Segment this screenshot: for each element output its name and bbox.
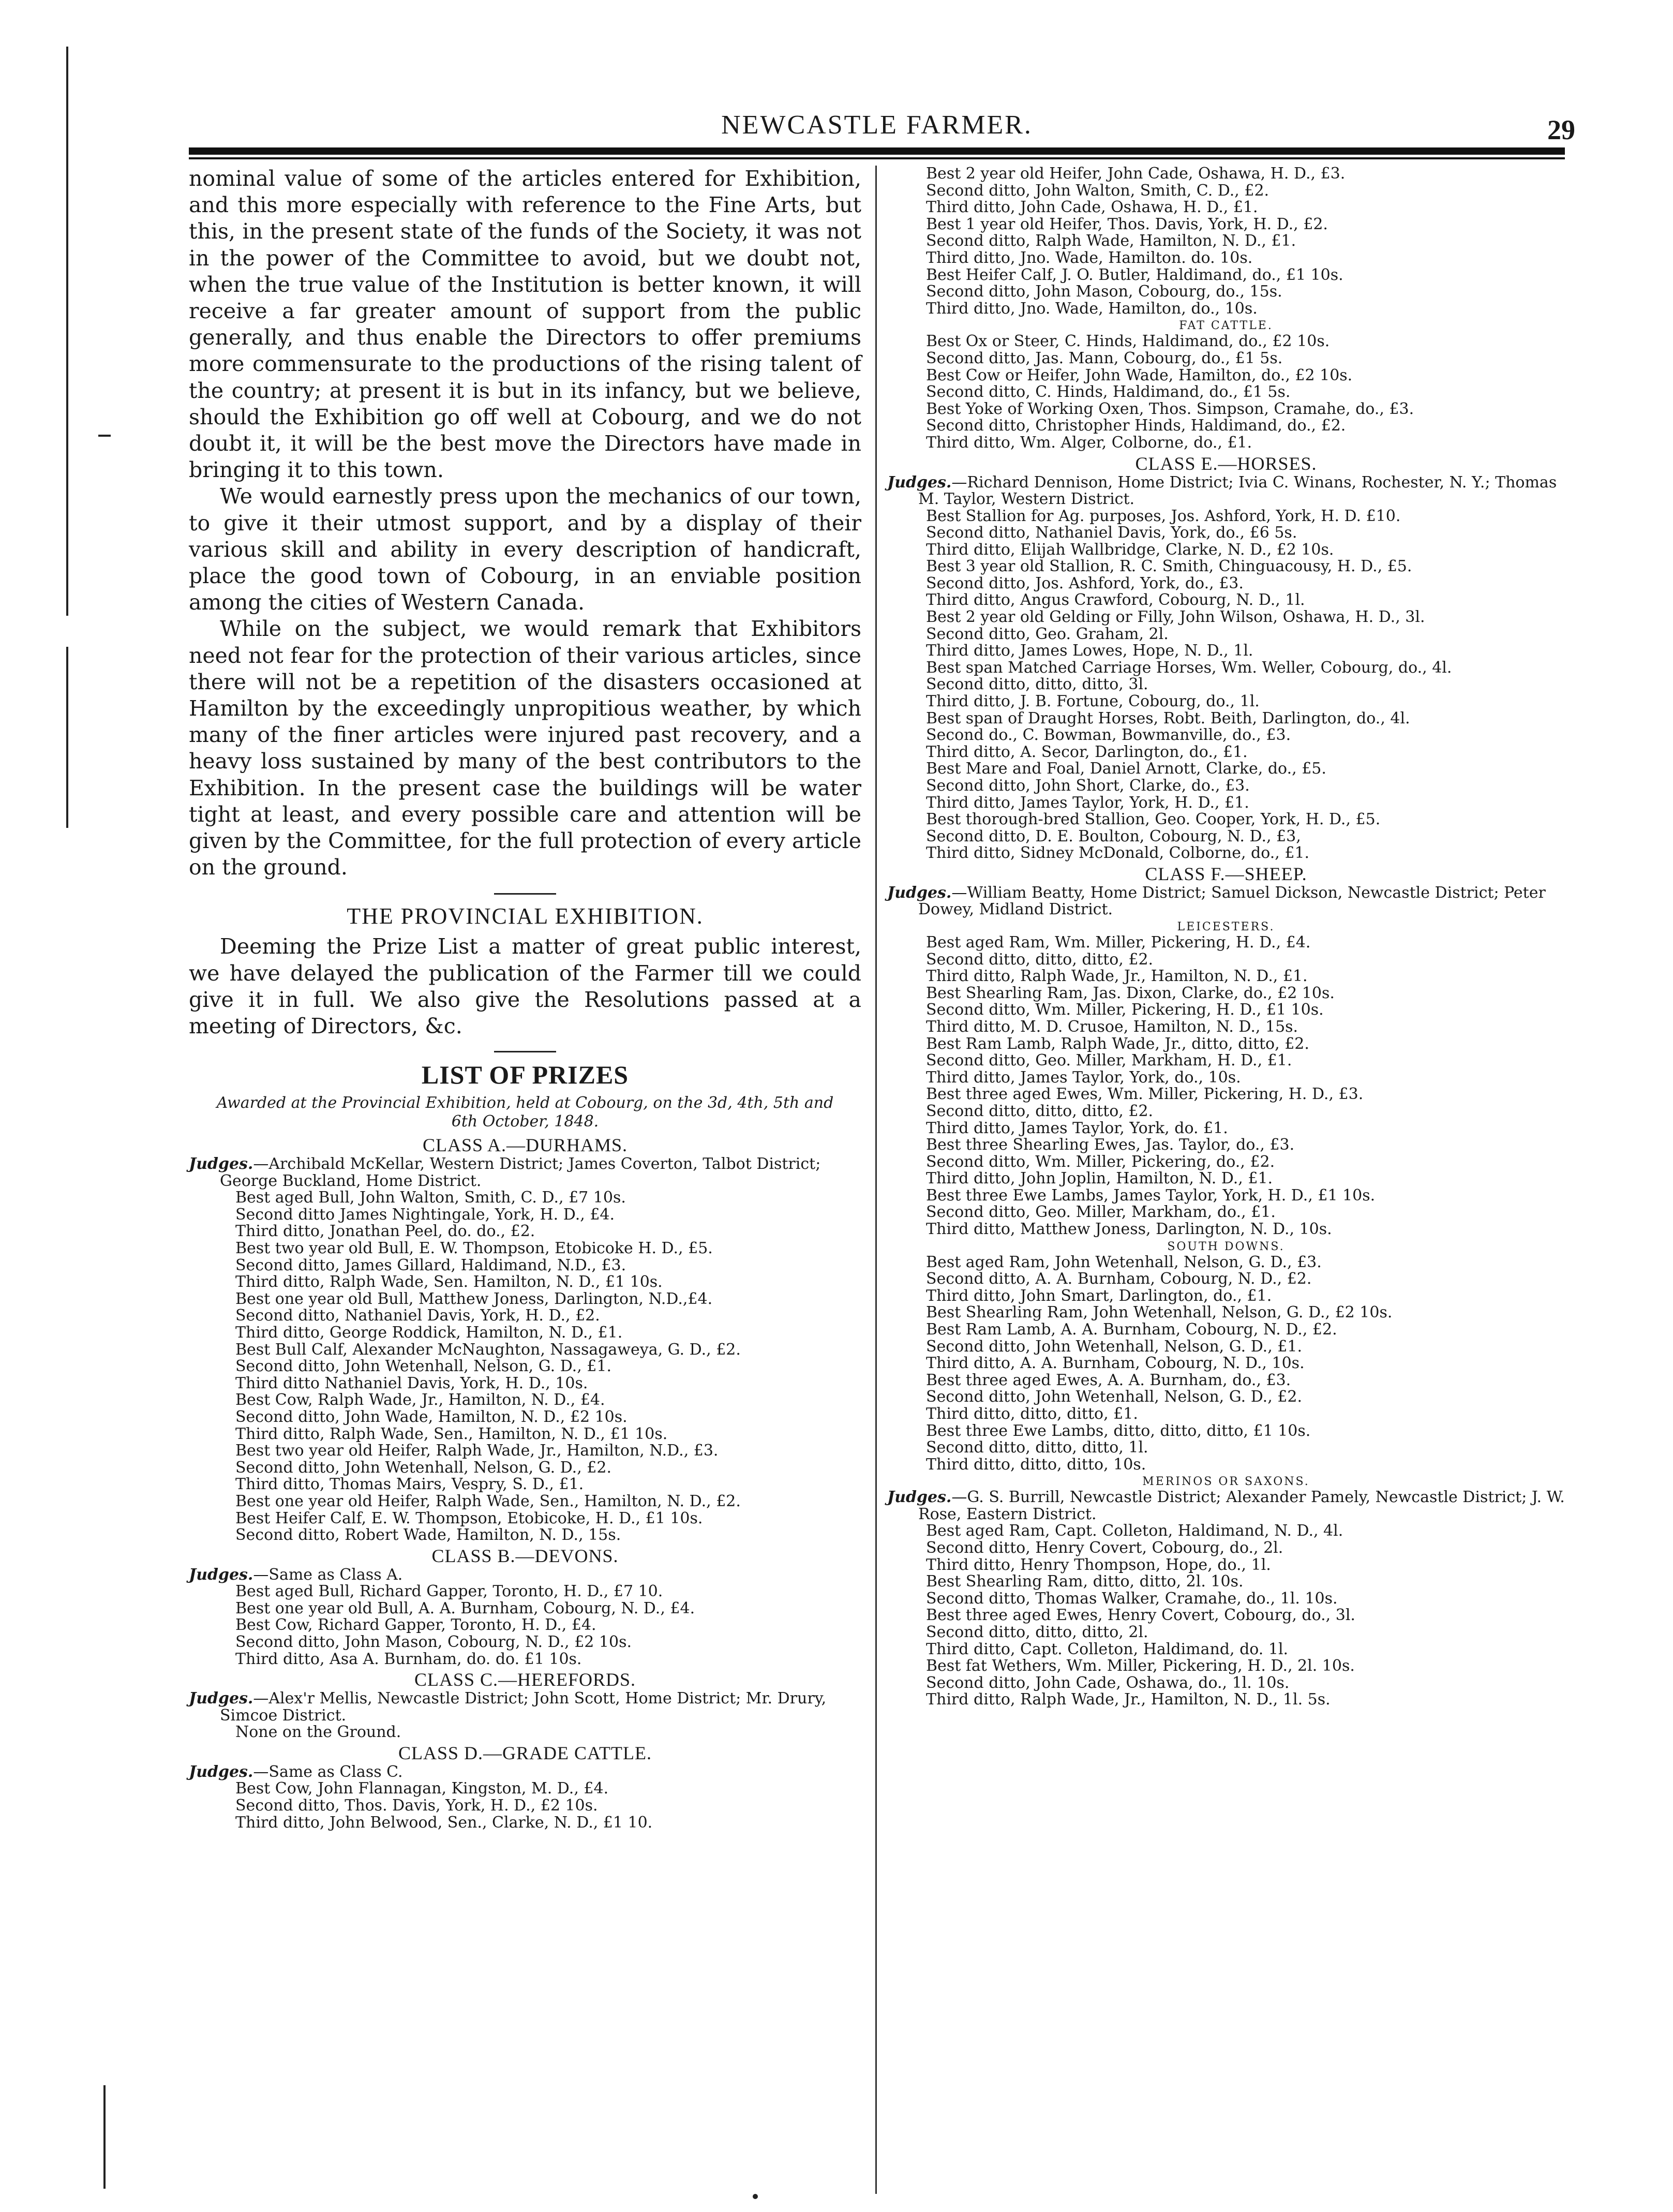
judges-names: —Alex'r Mellis, Newcastle District; John Scott, Home District; Mr. Drury, Simcoe District.: [220, 1689, 827, 1725]
prize-entry: Best two year old Heifer, Ralph Wade, Jr., Hamilton, N.D., £3.: [235, 1442, 719, 1460]
prize-entry: Third ditto, Matthew Joness, Darlington, N. D., 10s.: [926, 1220, 1332, 1239]
prize-entry: Second ditto, John Mason, Cobourg, N. D., £2 10s.: [235, 1633, 632, 1652]
scan-margin-mark: [66, 647, 68, 828]
leicesters-heading: LEICESTERS.: [1177, 920, 1275, 933]
prize-entry: Second ditto, James Gillard, Haldimand, N.D., £3.: [235, 1256, 626, 1274]
merinos-prize-list: [887, 1523, 1565, 1709]
prize-entry: Third ditto, Ralph Wade, Jr., Hamilton, N. D., £1.: [926, 967, 1308, 986]
merinos-heading: MERINOS OR SAXONS.: [1142, 1475, 1310, 1489]
prize-entry: Best one year old Bull, A. A. Burnham, Cobourg, N. D., £4.: [235, 1599, 695, 1617]
prize-entry: Best fat Wethers, Wm. Miller, Pickering, H. D., 2l. 10s.: [926, 1657, 1355, 1675]
south-downs-prize-list: [887, 1254, 1565, 1474]
prize-entry: Third ditto, James Taylor, York, H. D., £1.: [926, 793, 1249, 812]
prize-entry: Best three Ewe Lambs, James Taylor, York, H. D., £1 10s.: [926, 1186, 1376, 1205]
judges-label: Judges.: [887, 883, 952, 902]
judges-label: Judges.: [887, 1488, 952, 1507]
prize-entry: Second ditto, Wm. Miller, Pickering, do., £2.: [926, 1152, 1275, 1171]
class-a-heading: CLASS A.—DURHAMS.: [422, 1135, 628, 1156]
judges-label: Judges.: [189, 1565, 253, 1584]
judges-line: [887, 474, 1565, 508]
prize-entry: Second ditto, Robert Wade, Hamilton, N. D., 15s.: [235, 1526, 621, 1545]
article-paragraph: Deeming the Prize List a matter of great public interest, we have delayed the publication of the Farmer till we could give it in full. We also give the Resolutions passed at a meeting of Directors, &c.: [189, 934, 861, 1039]
prize-entry: Second ditto, John Walton, Smith, C. D., £2.: [926, 181, 1269, 200]
fat-cattle-heading: FAT CATTLE.: [1179, 319, 1273, 333]
left-column: [189, 166, 861, 1831]
prize-entry: Best three aged Ewes, Henry Covert, Cobourg, do., 3l.: [926, 1606, 1355, 1625]
prize-entry: Third ditto, John Smart, Darlington, do., £1.: [926, 1286, 1272, 1305]
prize-entry: Third ditto, Ralph Wade, Sen. Hamilton, N. D., £1 10s.: [235, 1273, 663, 1291]
prize-entry: Second ditto, Ralph Wade, Hamilton, N. D., £1.: [926, 232, 1296, 250]
prize-entry: Best Cow or Heifer, John Wade, Hamilton, do., £2 10s.: [926, 366, 1353, 384]
prize-list-heading: LIST OF PRIZES: [421, 1060, 629, 1090]
prize-entry: Third ditto, John Belwood, Sen., Clarke, N. D., £1 10.: [235, 1813, 653, 1832]
prize-entry: Best Shearling Ram, John Wetenhall, Nelson, G. D., £2 10s.: [926, 1303, 1393, 1322]
prize-entry: Best aged Ram, Wm. Miller, Pickering, H. D., £4.: [926, 933, 1311, 952]
awarded-note: Awarded at the Provincial Exhibition, held at Cobourg, on the 3d, 4th, 5th and 6th October, 1848.: [216, 1094, 834, 1131]
judges-line: [189, 1690, 861, 1724]
prize-entry: Best 2 year old Gelding or Filly, John Wilson, Oshawa, H. D., 3l.: [926, 608, 1425, 627]
prize-entry: Third ditto, Angus Crawford, Cobourg, N. D., 1l.: [926, 591, 1305, 610]
prize-entry: Second ditto, John Wetenhall, Nelson, G. D., £2.: [235, 1458, 612, 1477]
prize-entry: Best Ram Lamb, Ralph Wade, Jr., ditto, ditto, £2.: [926, 1034, 1309, 1053]
prize-entry: Second ditto, ditto, ditto, 1l.: [926, 1438, 1148, 1457]
prize-entry: Best Heifer Calf, E. W. Thompson, Etobicoke, H. D., £1 10s.: [235, 1509, 703, 1527]
prize-entry: Best Cow, John Flannagan, Kingston, M. D., £4.: [235, 1779, 609, 1798]
prize-entry: Second ditto, A. A. Burnham, Cobourg, N. D., £2.: [926, 1270, 1312, 1288]
south-downs-heading: SOUTH DOWNS.: [1167, 1240, 1285, 1253]
prize-entry: Second ditto, Jos. Ashford, York, do., £3.: [926, 574, 1244, 592]
header-rule-thin: [189, 157, 1565, 159]
prize-entry: Second ditto, John Short, Clarke, do., £3.: [926, 777, 1250, 795]
prize-entry: Second ditto, Thos. Davis, York, H. D., £2 10s.: [235, 1796, 598, 1815]
class-e-prize-list: [887, 508, 1565, 862]
prize-entry: Second ditto, ditto, ditto, £2.: [926, 1102, 1154, 1120]
running-head: NEWCASTLE FARMER.: [721, 110, 1033, 140]
prize-entry: Third ditto, M. D. Crusoe, Hamilton, N. D., 15s.: [926, 1017, 1298, 1036]
prize-entry: Best span of Draught Horses, Robt. Beith, Darlington, do., 4l.: [926, 709, 1410, 728]
prize-entry: Second ditto, John Wetenhall, Nelson, G. D., £1.: [926, 1337, 1303, 1356]
prize-entry: Second ditto, Henry Covert, Cobourg, do., 2l.: [926, 1538, 1283, 1557]
prize-entry: Second ditto, C. Hinds, Haldimand, do., £1 5s.: [926, 383, 1291, 402]
judges-label: Judges.: [887, 473, 952, 492]
prize-entry: Third ditto, John Cade, Oshawa, H. D., £1.: [926, 198, 1258, 217]
scan-margin-mark: [103, 2085, 106, 2189]
prize-entry: Third ditto, Sidney McDonald, Colborne, do., £1.: [926, 844, 1310, 863]
prize-entry: Second ditto, Geo. Miller, Markham, do., £1.: [926, 1203, 1276, 1222]
prize-entry: Second ditto, ditto, ditto, 3l.: [926, 675, 1148, 694]
prize-entry: Best Shearling Ram, Jas. Dixon, Clarke, do., £2 10s.: [926, 984, 1335, 1002]
prize-entry: Third ditto, George Roddick, Hamilton, N. D., £1.: [235, 1324, 623, 1342]
grade-cattle-continued-list: [887, 166, 1565, 317]
prize-entry: Best aged Ram, John Wetenhall, Nelson, G. D., £3.: [926, 1253, 1322, 1271]
scan-margin-mark: [66, 47, 68, 616]
exhibition-heading: THE PROVINCIAL EXHIBITION.: [347, 903, 704, 929]
prize-entry: Second ditto, John Cade, Oshawa, do., 1l. 10s.: [926, 1673, 1290, 1692]
prize-entry: Best 3 year old Stallion, R. C. Smith, Chinguacousy, H. D., £5.: [926, 557, 1412, 576]
judges-names: —Archibald McKellar, Western District; James Coverton, Talbot District; George Buckland, Home District.: [220, 1155, 821, 1190]
prize-entry: Best Cow, Ralph Wade, Jr., Hamilton, N. D., £4.: [235, 1391, 605, 1409]
prize-entry: Third ditto, Ralph Wade, Sen., Hamilton, N. D., £1 10s.: [235, 1424, 668, 1443]
prize-entry: Second ditto, John Mason, Cobourg, do., 15s.: [926, 283, 1282, 301]
prize-entry: Second ditto, D. E. Boulton, Cobourg, N. D., £3,: [926, 827, 1301, 845]
prize-entry: Best 2 year old Heifer, John Cade, Oshawa, H. D., £3.: [926, 165, 1346, 183]
prize-entry: Best three Ewe Lambs, ditto, ditto, ditto, £1 10s.: [926, 1421, 1311, 1440]
prize-entry: Third ditto, Henry Thompson, Hope, do., 1l.: [926, 1555, 1271, 1574]
class-c-heading: CLASS C.—HEREFORDS.: [414, 1669, 636, 1690]
judges-line: [189, 1567, 861, 1584]
prize-entry: Third ditto, Asa A. Burnham, do. do. £1 10s.: [235, 1650, 582, 1668]
judges-label: Judges.: [189, 1689, 253, 1708]
judges-names: —William Beatty, Home District; Samuel Dickson, Newcastle District; Peter Dowey, Midland District.: [918, 883, 1546, 919]
scan-margin-mark: [98, 435, 111, 437]
judges-line: [189, 1764, 861, 1781]
prize-entry: Third ditto, ditto, ditto, £1.: [926, 1405, 1138, 1423]
prize-entry: Best one year old Heifer, Ralph Wade, Sen., Hamilton, N. D., £2.: [235, 1492, 741, 1510]
prize-entry: Third ditto, ditto, ditto, 10s.: [926, 1455, 1146, 1474]
prize-entry: Second ditto, Geo. Miller, Markham, H. D., £1.: [926, 1051, 1292, 1070]
prize-entry: Best Ox or Steer, C. Hinds, Haldimand, do., £2 10s.: [926, 332, 1330, 351]
article-paragraph: nominal value of some of the articles entered for Exhibition, and this more especially with reference to the Fine Arts, but this, in the present state of the funds of the Society, it was not in the power of the Committee to avoid, but we doubt not, when the true value of the Institution is better known, it will receive a far greater amount of support from the public generally, and thus enable the Directors to offer premiums more commensurate to the productions of the rising talent of the country; at present it is but in its infancy, but we believe, should the Exhibition go off well at Cobourg, and we do not doubt it, it will be the best move the Directors have made in bringing it to this town.: [189, 166, 861, 483]
prize-entry: Third ditto, John Joplin, Hamilton, N. D., £1.: [926, 1169, 1273, 1188]
prize-entry: Third ditto, James Lowes, Hope, N. D., 1l.: [926, 642, 1253, 660]
prize-entry: Third ditto, Jno. Wade, Hamilton, do., 10s.: [926, 299, 1258, 318]
prize-entry: Best Stallion for Ag. purposes, Jos. Ashford, York, H. D. £10.: [926, 507, 1401, 525]
fat-cattle-prize-list: [887, 333, 1565, 451]
prize-entry: Second ditto, ditto, ditto, £2.: [926, 950, 1154, 969]
article-paragraph: While on the subject, we would remark that Exhibitors need not fear for the protection of their various articles, since there will not be a repetition of the disasters occasioned at Hamilton by the exceedingly unpropitious weather, by which many of the finer articles were injured past recovery, and a heavy loss sustained by many of the best contributors to the Exhibition. In the present case the buildings will be water tight at least, and every possible care and attention will be given by the Committee, for the full protection of every article on the ground.: [189, 616, 861, 880]
prize-entry: Third ditto, Jonathan Peel, do. do., £2.: [235, 1222, 535, 1241]
prize-entry: Best three aged Ewes, A. A. Burnham, do., £3.: [926, 1371, 1291, 1389]
prize-entry: Second ditto, Geo. Graham, 2l.: [926, 625, 1169, 643]
class-a-prize-list: [189, 1190, 861, 1543]
prize-entry: Second ditto, Nathaniel Davis, York, do., £6 5s.: [926, 524, 1297, 542]
page-header: [189, 110, 1575, 146]
leicesters-prize-list: [887, 934, 1565, 1238]
prize-entry: Best 1 year old Heifer, Thos. Davis, York, H. D., £2.: [926, 215, 1328, 233]
prize-entry: Third ditto, Jno. Wade, Hamilton. do. 10s.: [926, 248, 1253, 267]
section-rule: [494, 1051, 556, 1052]
prize-entry: Second ditto, Thomas Walker, Cramahe, do., 1l. 10s.: [926, 1589, 1338, 1608]
scan-speck: [753, 2194, 758, 2199]
prize-entry: Second ditto, John Wetenhall, Nelson, G. D., £2.: [926, 1388, 1303, 1406]
prize-entry: Second ditto, Jas. Mann, Cobourg, do., £1 5s.: [926, 349, 1283, 367]
prize-entry: Third ditto, Capt. Colleton, Haldimand, do. 1l.: [926, 1640, 1289, 1658]
judges-names: —Richard Dennison, Home District; Ivia C. Winans, Rochester, N. Y.; Thomas M. Taylor, Western District.: [918, 473, 1557, 508]
prize-entry: Best one year old Bull, Matthew Joness, Darlington, N.D.,£4.: [235, 1289, 713, 1308]
prize-entry: Best Yoke of Working Oxen, Thos. Simpson, Cramahe, do., £3.: [926, 399, 1414, 418]
judges-line: [887, 1489, 1565, 1523]
judges-label: Judges.: [189, 1155, 253, 1174]
prize-entry: Best aged Bull, Richard Gapper, Toronto, H. D., £7 10.: [235, 1582, 663, 1601]
prize-entry: Third ditto, A. Secor, Darlington, do., £1.: [926, 743, 1248, 761]
prize-entry: Third ditto Nathaniel Davis, York, H. D., 10s.: [235, 1374, 588, 1392]
prize-entry: Best three aged Ewes, Wm. Miller, Pickering, H. D., £3.: [926, 1085, 1364, 1104]
prize-entry: Third ditto, James Taylor, York, do., 10s.: [926, 1068, 1241, 1087]
no-entry-note: None on the Ground.: [235, 1723, 401, 1742]
prize-entry: Third ditto, Elijah Wallbridge, Clarke, N. D., £2 10s.: [926, 540, 1334, 559]
prize-entry: Best aged Bull, John Walton, Smith, C. D., £7 10s.: [235, 1189, 626, 1207]
section-rule: [494, 893, 556, 895]
prize-entry: Best Heifer Calf, J. O. Butler, Haldimand, do., £1 10s.: [926, 265, 1343, 284]
class-b-heading: CLASS B.—DEVONS.: [431, 1545, 619, 1566]
prize-entry: Best three Shearling Ewes, Jas. Taylor, do., £3.: [926, 1136, 1295, 1154]
judges-names: —Same as Class C.: [253, 1762, 403, 1781]
prize-entry: Best aged Ram, Capt. Colleton, Haldimand, N. D., 4l.: [926, 1522, 1343, 1540]
judges-label: Judges.: [189, 1762, 253, 1781]
prize-entry: Best Bull Calf, Alexander McNaughton, Nassagaweya, G. D., £2.: [235, 1340, 741, 1359]
prize-entry: Second ditto, Wm. Miller, Pickering, H. D., £1 10s.: [926, 1001, 1324, 1019]
prize-entry: Best span Matched Carriage Horses, Wm. Weller, Cobourg, do., 4l.: [926, 658, 1452, 677]
prize-entry: Third ditto, J. B. Fortune, Cobourg, do., 1l.: [926, 692, 1260, 711]
class-d-prize-list: [189, 1780, 861, 1831]
prize-entry: Second ditto James Nightingale, York, H. D., £4.: [235, 1205, 615, 1224]
right-column: [887, 166, 1565, 1709]
class-e-heading: CLASS E.—HORSES.: [1135, 453, 1317, 474]
article-paragraph: We would earnestly press upon the mechanics of our town, to give it their utmost support, and by a display of their various skill and ability in every description of handicraft, place the good town of Cobourg, in an enviable position among the cities of Western Canada.: [189, 484, 861, 615]
prize-entry: Second ditto, John Wetenhall, Nelson, G. D., £1.: [235, 1357, 612, 1376]
prize-entry: Best two year old Bull, E. W. Thompson, Etobicoke H. D., £5.: [235, 1239, 713, 1258]
prize-entry: Best thorough-bred Stallion, Geo. Cooper, York, H. D., £5.: [926, 810, 1381, 829]
class-b-prize-list: [189, 1583, 861, 1668]
prize-entry: Best Ram Lamb, A. A. Burnham, Cobourg, N. D., £2.: [926, 1320, 1337, 1339]
judges-names: —G. S. Burrill, Newcastle District; Alexander Pamely, Newcastle District; J. W. Rose, Eastern District.: [918, 1488, 1565, 1523]
prize-entry: Second ditto, ditto, ditto, 2l.: [926, 1623, 1148, 1641]
prize-entry: Third ditto, Ralph Wade, Jr., Hamilton, N. D., 1l. 5s.: [926, 1690, 1331, 1709]
class-d-heading: CLASS D.—GRADE CATTLE.: [398, 1742, 652, 1763]
prize-entry: Third ditto, A. A. Burnham, Cobourg, N. D., 10s.: [926, 1354, 1305, 1373]
prize-entry: Second ditto, John Wade, Hamilton, N. D., £2 10s.: [235, 1408, 628, 1427]
prize-entry: Third ditto, Wm. Alger, Colborne, do., £1.: [926, 433, 1252, 452]
prize-entry: Second do., C. Bowman, Bowmanville, do., £3.: [926, 726, 1291, 745]
prize-entry: Third ditto, Thomas Mairs, Vespry, S. D., £1.: [235, 1475, 584, 1494]
prize-entry: Best Mare and Foal, Daniel Arnott, Clarke, do., £5.: [926, 760, 1326, 778]
prize-entry: Best Cow, Richard Gapper, Toronto, H. D., £4.: [235, 1616, 596, 1635]
prize-entry: Third ditto, James Taylor, York, do. £1.: [926, 1119, 1228, 1137]
judges-names: —Same as Class A.: [253, 1565, 403, 1584]
prize-entry: Second ditto, Nathaniel Davis, York, H. D., £2.: [235, 1307, 600, 1325]
class-f-heading: CLASS F.—SHEEP.: [1145, 863, 1307, 884]
judges-line: [887, 885, 1565, 918]
page-number: 29: [1547, 114, 1575, 145]
prize-entry: Best Shearling Ram, ditto, ditto, 2l. 10s.: [926, 1572, 1244, 1591]
header-rule: [189, 147, 1565, 155]
prize-entry: Second ditto, Christopher Hinds, Haldimand, do., £2.: [926, 417, 1346, 435]
judges-line: [189, 1156, 861, 1190]
column-divider: [875, 166, 877, 2194]
